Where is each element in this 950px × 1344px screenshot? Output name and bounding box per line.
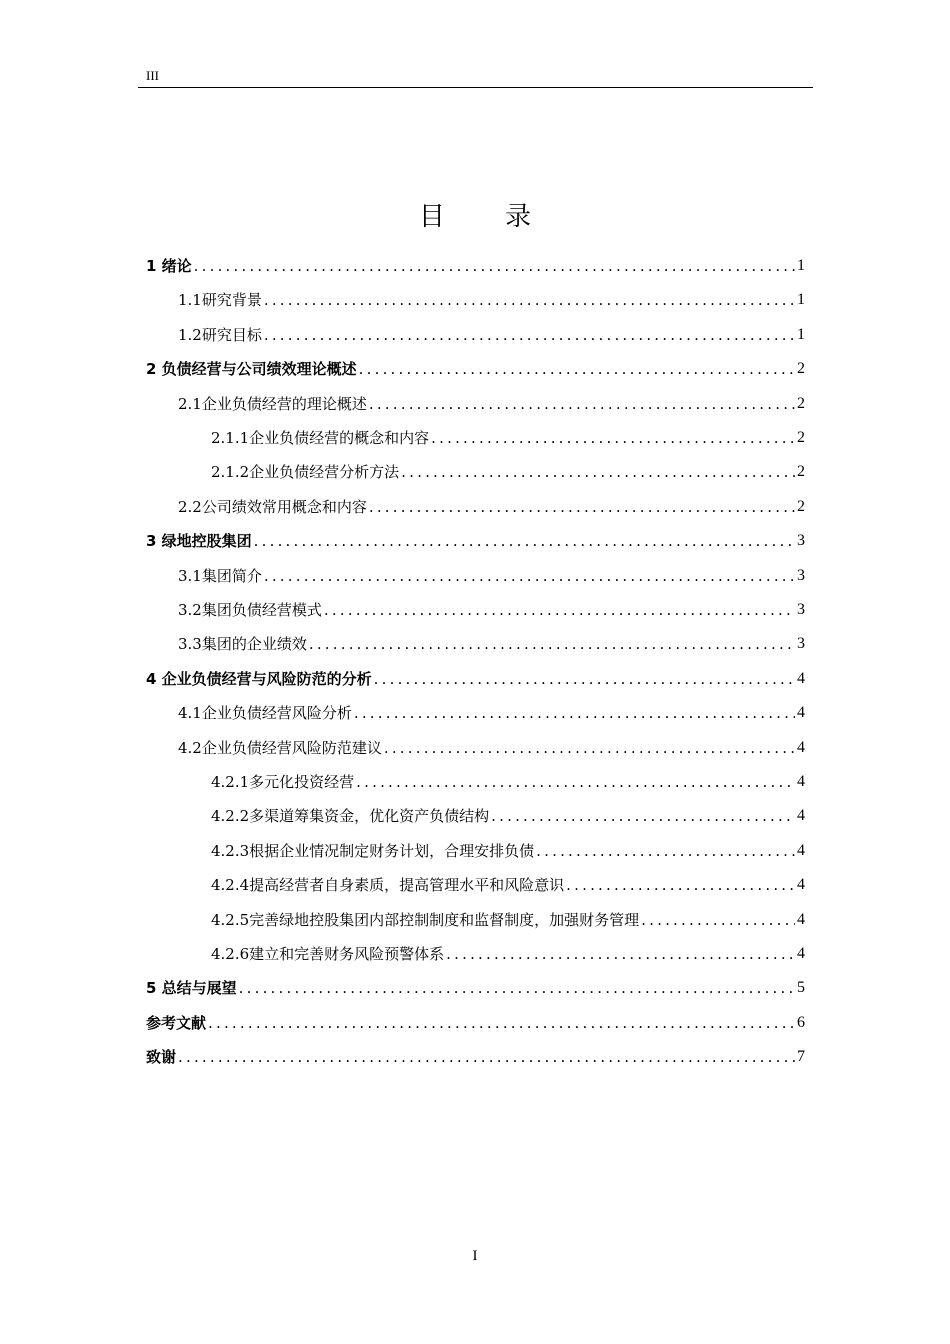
toc-entry-page: 3 (797, 601, 805, 618)
toc-leader-dots (369, 497, 795, 517)
toc-leader-dots (264, 325, 795, 345)
toc-leader-dots (354, 703, 795, 723)
running-header: III (146, 68, 159, 83)
toc-entry-title: 致谢 (146, 1048, 177, 1067)
toc-entry-title: 2.2公司绩效常用概念和内容 (178, 497, 367, 516)
toc-leader-dots (208, 1013, 795, 1033)
toc-entry-title: 4.1企业负债经营风险分析 (178, 704, 352, 723)
toc-leader-dots (178, 1047, 795, 1067)
toc-leader-dots (446, 944, 795, 964)
toc-leader-dots (566, 875, 795, 895)
page-number: I (472, 1248, 478, 1264)
toc-entry-title: 3 绿地控股集团 (146, 532, 252, 551)
toc-entry-page: 1 (797, 325, 805, 343)
toc-leader-dots (194, 256, 795, 276)
toc-entry-title: 3.2集团负债经营模式 (178, 601, 322, 619)
toc-entry-page: 6 (797, 1013, 805, 1031)
toc-leader-dots (536, 841, 795, 861)
toc-entry-title: 参考文献 (146, 1013, 207, 1032)
toc-entry[interactable] (146, 665, 805, 689)
toc-leader-dots (264, 290, 795, 310)
toc-entry-page: 3 (797, 532, 805, 550)
toc-entry-page: 4 (797, 738, 805, 756)
toc-entry-page: 4 (797, 945, 805, 962)
toc-entry-page: 4 (797, 669, 805, 687)
toc-leader-dots (264, 566, 795, 586)
toc-entry-page: 2 (797, 429, 805, 446)
toc-entry[interactable] (178, 562, 805, 586)
toc-leader-dots (641, 910, 795, 930)
toc-leader-dots (374, 669, 795, 689)
toc-entry[interactable] (146, 252, 805, 276)
toc-entry[interactable] (211, 458, 805, 482)
toc-leader-dots (401, 462, 795, 482)
toc-entry[interactable] (146, 1043, 805, 1067)
toc-entry[interactable] (211, 768, 805, 792)
toc-entry-page: 1 (797, 291, 805, 309)
toc-leader-dots (491, 806, 795, 826)
toc-entry[interactable] (211, 802, 805, 826)
toc-entry[interactable] (211, 871, 805, 895)
toc-leader-dots (324, 600, 795, 620)
toc-entry[interactable] (211, 424, 805, 448)
toc-entry-title: 2.1.2企业负债经营分析方法 (211, 463, 400, 482)
toc-entry-page: 1 (797, 257, 805, 274)
toc-entry-title: 2 负债经营与公司绩效理论概述 (146, 360, 357, 379)
toc-entry-page: 3 (797, 566, 805, 584)
toc-leader-dots (359, 359, 795, 379)
toc-entry-title: 5 总结与展望 (146, 979, 237, 998)
toc-entry-title: 4 企业负债经营与风险防范的分析 (146, 669, 372, 688)
toc-leader-dots (239, 978, 795, 998)
toc-entry-page: 2 (797, 463, 805, 481)
toc-entry-title: 4.2.6建立和完善财务风险预警体系 (211, 945, 445, 963)
toc-entry-title: 3.1集团简介 (178, 566, 262, 585)
toc-entry-page: 4 (797, 910, 805, 928)
toc-entry[interactable] (211, 906, 805, 930)
toc-leader-dots (431, 428, 795, 448)
toc-entry[interactable] (146, 1009, 805, 1033)
toc-entry[interactable] (211, 837, 805, 861)
toc-entry[interactable] (178, 390, 805, 414)
toc-entry[interactable] (178, 596, 805, 620)
toc-entry-page: 2 (797, 394, 805, 412)
toc-leader-dots (254, 531, 795, 551)
toc-entry-title: 4.2.2多渠道筹集资金，优化资产负债结构 (211, 807, 490, 826)
toc-entry-page: 5 (797, 979, 805, 997)
toc-entry[interactable] (178, 734, 805, 758)
toc-entry-page: 4 (797, 773, 805, 790)
toc-entry-title: 1 绪论 (146, 257, 192, 275)
toc-leader-dots (369, 394, 795, 414)
toc-title: 目 录 (418, 202, 558, 232)
toc-entry[interactable] (178, 630, 805, 654)
toc-entry[interactable] (178, 699, 805, 723)
toc-entry-title: 1.1研究背景 (178, 291, 262, 310)
toc-entry-title: 2.1.1企业负债经营的概念和内容 (211, 429, 430, 447)
toc-entry-title: 4.2.5完善绿地控股集团内部控制制度和监督制度，加强财务管理 (211, 910, 640, 929)
toc-entry-page: 4 (797, 876, 805, 894)
toc-entry[interactable] (178, 321, 805, 345)
toc-entry-page: 4 (797, 807, 805, 825)
toc-entry-title: 2.1企业负债经营的理论概述 (178, 394, 367, 413)
toc-entry-title: 4.2企业负债经营风险防范建议 (178, 738, 382, 757)
toc-entry-page: 3 (797, 635, 805, 653)
header-rule (138, 87, 813, 88)
toc-leader-dots (356, 772, 795, 792)
toc-entry-page: 4 (797, 704, 805, 722)
toc-entry-page: 2 (797, 497, 805, 515)
toc-entry-title: 4.2.3根据企业情况制定财务计划，合理安排负债 (211, 841, 535, 860)
toc-entry[interactable] (178, 286, 805, 310)
toc-entry[interactable] (146, 355, 805, 379)
toc-entry-page: 7 (797, 1048, 805, 1066)
toc-entry[interactable] (178, 493, 805, 517)
toc-entry-title: 3.3集团的企业绩效 (178, 635, 307, 654)
toc-entry-title: 4.2.1多元化投资经营 (211, 773, 355, 791)
toc-leader-dots (384, 738, 795, 758)
toc-entry-title: 4.2.4提高经营者自身素质，提高管理水平和风险意识 (211, 876, 565, 895)
toc-entry-page: 2 (797, 360, 805, 378)
toc-entry-page: 4 (797, 841, 805, 859)
toc-entry[interactable] (146, 974, 805, 998)
toc-leader-dots (309, 634, 795, 654)
toc-entry[interactable] (146, 527, 805, 551)
toc-entry[interactable] (211, 940, 805, 964)
toc-entry-title: 1.2研究目标 (178, 325, 262, 344)
